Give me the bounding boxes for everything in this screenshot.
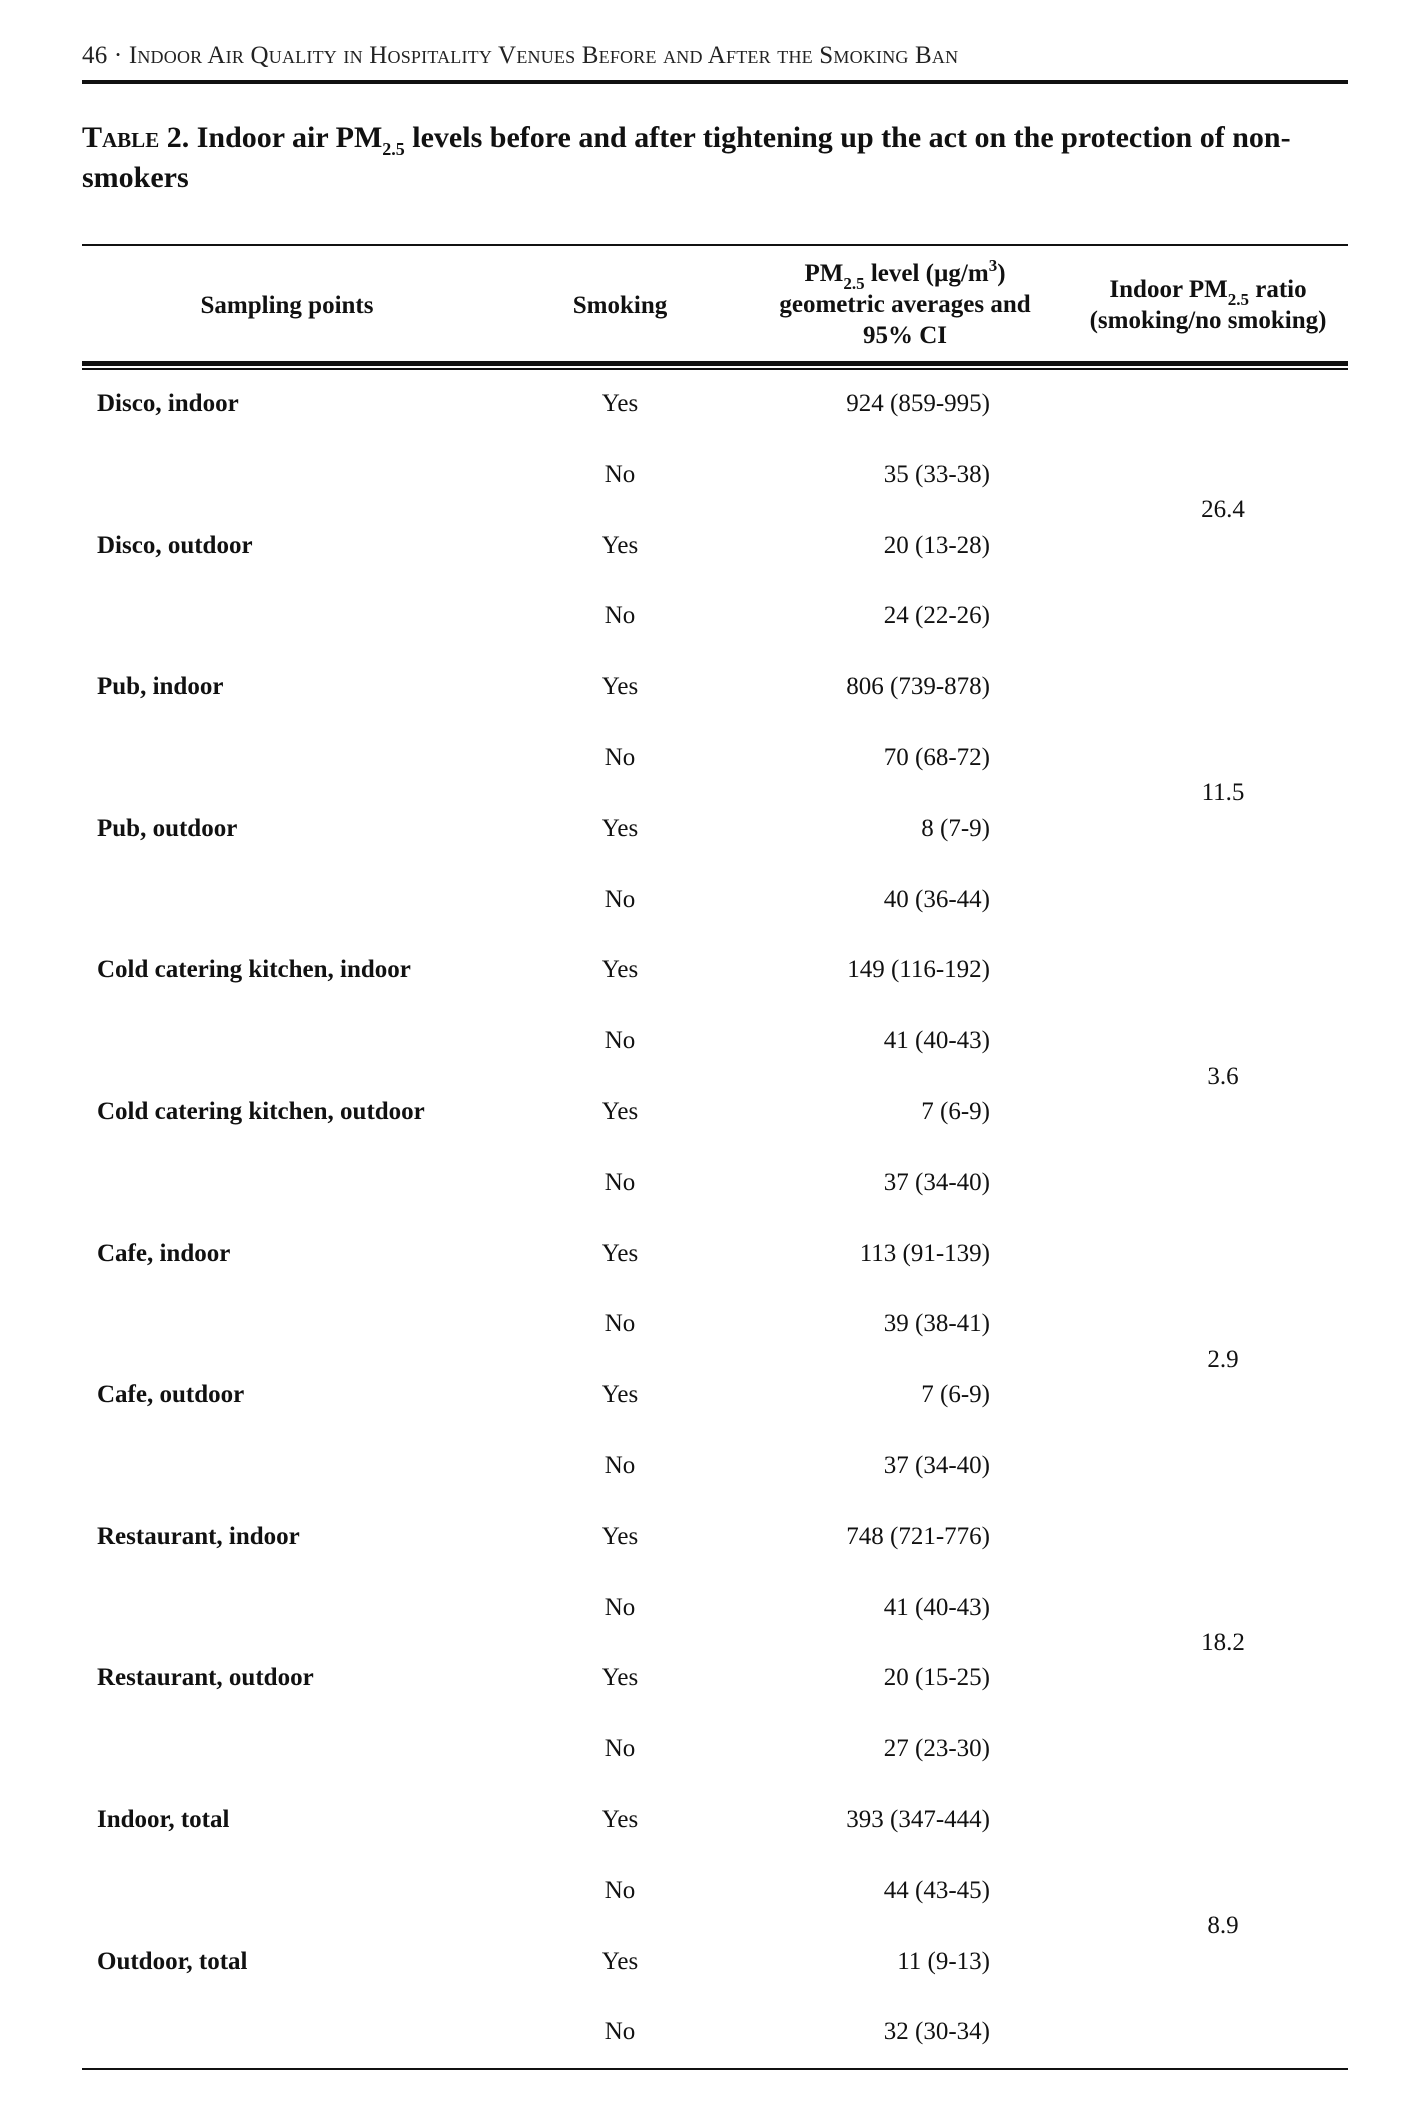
ratio-prefix: Indoor PM [1109,276,1228,303]
table-row [0,673,1415,713]
table-row [0,2018,1415,2058]
cell-smoking: Yes [601,1098,639,1125]
cell-sampling-point: Cold catering kitchen, outdoor [97,1098,425,1125]
cell-pm-level: 20 (15-25) [883,1664,990,1692]
cell-smoking: No [604,885,636,913]
cell-smoking: No [604,1452,636,1479]
cell-smoking: Yes [601,1664,639,1692]
cell-smoking: Yes [601,1806,639,1833]
cell-smoking: No [604,744,636,771]
pm-sup: 3 [988,256,998,275]
caption-text-2: levels before and after tightening up the act on the protection of non-smokers [82,121,1291,194]
header-smoking: Smoking [572,292,668,319]
table-row [0,1027,1415,1067]
cell-ratio: 11.5 [1201,779,1245,807]
cell-pm-level: 41 (40-43) [883,1593,990,1621]
cell-sampling-point: Pub, outdoor [97,814,238,842]
ratio-suffix: ratio [1248,276,1307,303]
table-bottom-rule [82,2068,1348,2070]
cell-sampling-point: Cafe, indoor [97,1239,231,1267]
cell-smoking: Yes [601,956,639,984]
cell-pm-level: 149 (116-192) [847,956,990,984]
header-pm-line2: geometric averages and [779,291,1031,318]
table-row [0,1098,1415,1138]
cell-pm-level: 24 (22-26) [883,602,990,630]
cell-pm-level: 7 (6-9) [921,1381,990,1409]
table-caption [82,118,1352,198]
header-bottom-rule [82,361,1348,366]
cell-pm-level: 35 (33-38) [883,460,990,488]
cell-pm-level: 924 (859-995) [846,390,990,417]
pm-unit-close: ) [997,260,1006,287]
table-row [0,1452,1415,1492]
running-head: 46 · Indoor Air Quality in Hospitality Venues Before and After the Smoking Ban [82,42,959,69]
table-top-rule [82,244,1348,246]
cell-smoking: No [604,1593,636,1621]
cell-sampling-point: Outdoor, total [97,1947,248,1975]
cell-smoking: No [604,1168,636,1196]
table-row [0,815,1415,855]
cell-pm-level: 27 (23-30) [883,1735,990,1763]
cell-ratio: 18.2 [1201,1629,1245,1656]
table-row [0,1310,1415,1350]
cell-pm-level: 7 (6-9) [921,1098,990,1125]
cell-pm-level: 113 (91-139) [859,1239,990,1267]
header-ratio [1068,274,1348,336]
table-row [0,532,1415,572]
caption-subscript: 2.5 [382,139,405,159]
cell-smoking: No [604,1876,636,1904]
cell-smoking: Yes [601,531,639,559]
cell-pm-level: 44 (43-45) [883,1876,990,1904]
cell-smoking: Yes [601,673,639,701]
cell-smoking: Yes [601,1947,639,1975]
cell-smoking: No [604,2018,636,2046]
table-row [0,461,1415,501]
header-pm-line1 [740,256,1070,293]
table-row [0,1594,1415,1634]
pm-unit: level (µg/m [864,260,989,287]
cell-pm-level: 40 (36-44) [883,885,990,913]
cell-pm-level: 20 (13-28) [883,531,990,559]
header-ratio-line1 [1068,274,1348,309]
header-sampling-points: Sampling points [200,292,374,319]
cell-ratio: 26.4 [1201,496,1245,524]
table-row [0,1877,1415,1917]
cell-pm-level: 70 (68-72) [883,744,990,771]
cell-pm-level: 41 (40-43) [883,1027,990,1055]
cell-sampling-point: Disco, outdoor [97,531,253,559]
cell-sampling-point: Disco, indoor [97,390,239,417]
cell-pm-level: 748 (721-776) [846,1522,990,1550]
table-label: Table 2. [82,121,190,154]
pm-sub: 2.5 [843,274,865,293]
cell-ratio: 3.6 [1207,1062,1239,1090]
table-row [0,1523,1415,1563]
table-row [0,1381,1415,1421]
cell-smoking: No [604,1027,636,1055]
header-bottom-rule-secondary [82,368,1348,370]
cell-sampling-point: Restaurant, indoor [97,1522,300,1550]
table-row [0,1240,1415,1280]
table-row [0,744,1415,784]
cell-ratio: 8.9 [1207,1912,1239,1940]
cell-smoking: No [604,602,636,630]
cell-sampling-point: Pub, indoor [97,673,224,701]
cell-sampling-point: Cafe, outdoor [97,1381,245,1409]
cell-smoking: No [604,1735,636,1763]
cell-smoking: No [604,460,636,488]
table-row [0,886,1415,926]
cell-sampling-point: Restaurant, outdoor [97,1664,314,1692]
cell-sampling-point: Cold catering kitchen, indoor [97,956,411,984]
pm-prefix: PM [804,260,844,287]
cell-pm-level: 806 (739-878) [846,673,990,701]
cell-ratio: 2.9 [1207,1345,1239,1373]
table-row [0,1169,1415,1209]
cell-smoking: No [604,1310,636,1338]
table-row [0,602,1415,642]
header-pm-line3: 95% CI [862,322,948,349]
header-rule [82,80,1348,84]
table-row [0,1948,1415,1988]
table-row [0,1735,1415,1775]
caption-text-1: Indoor air PM [189,121,383,154]
cell-pm-level: 8 (7-9) [921,814,990,842]
cell-smoking: Yes [601,1381,639,1409]
cell-sampling-point: Indoor, total [97,1806,230,1833]
cell-smoking: Yes [601,1522,639,1550]
header-ratio-line2: (smoking/no smoking) [1089,307,1327,334]
cell-pm-level: 11 (9-13) [897,1947,990,1975]
table-row [0,956,1415,996]
table-row [0,1806,1415,1846]
header-pm-level [740,258,1070,351]
table-row [0,390,1415,430]
ratio-sub: 2.5 [1227,290,1249,309]
cell-pm-level: 37 (34-40) [883,1452,990,1479]
cell-smoking: Yes [601,814,639,842]
cell-pm-level: 39 (38-41) [883,1310,990,1338]
cell-smoking: Yes [601,1239,639,1267]
cell-pm-level: 393 (347-444) [846,1806,990,1833]
cell-pm-level: 37 (34-40) [883,1168,990,1196]
table-row [0,1664,1415,1704]
cell-pm-level: 32 (30-34) [883,2018,990,2046]
cell-smoking: Yes [601,390,639,417]
